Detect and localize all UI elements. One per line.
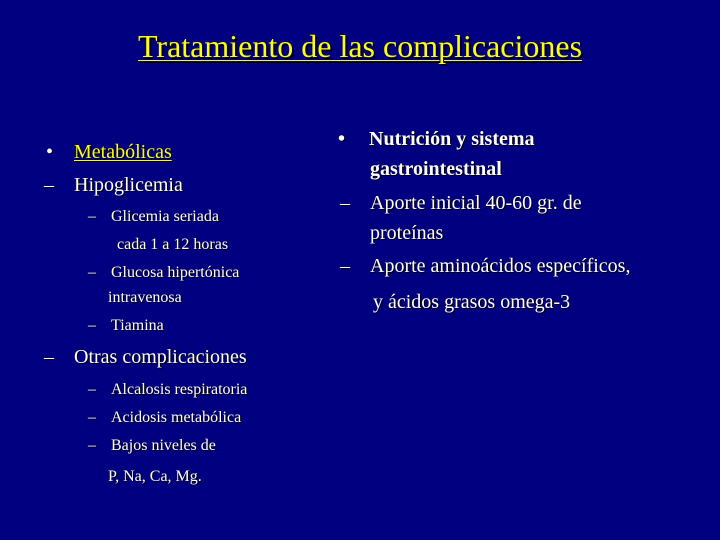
dash-icon: – xyxy=(44,174,54,196)
glucosa-hipertonica-line1: Glucosa hipertónica xyxy=(111,264,240,281)
dash-icon: – xyxy=(340,255,350,277)
hipoglicemia-label: Hipoglicemia xyxy=(74,174,183,196)
dash-icon: – xyxy=(88,437,96,454)
alcalosis-label: Alcalosis respiratoria xyxy=(111,381,248,398)
dash-icon: – xyxy=(88,409,96,426)
slide-title: Tratamiento de las complicaciones xyxy=(137,28,583,64)
glicemia-seriada-line1: Glicemia seriada xyxy=(111,208,219,225)
dash-icon: – xyxy=(88,381,96,398)
dash-icon: – xyxy=(88,317,96,334)
otras-complicaciones-label: Otras complicaciones xyxy=(74,346,247,368)
glucosa-hipertonica-line2: intravenosa xyxy=(108,289,182,306)
bullet-icon: • xyxy=(46,141,54,163)
dash-icon: – xyxy=(340,192,350,214)
nutricion-heading-line1: Nutrición y sistema xyxy=(369,128,535,150)
aporte-aminoacidos-line2: y ácidos grasos omega-3 xyxy=(373,291,571,313)
nutricion-heading-line2: gastrointestinal xyxy=(370,158,502,180)
acidosis-label: Acidosis metabólica xyxy=(111,409,242,426)
dash-icon: – xyxy=(88,208,96,225)
bajos-niveles-line1: Bajos niveles de xyxy=(111,437,216,454)
dash-icon: – xyxy=(44,346,54,368)
glicemia-seriada-line2: cada 1 a 12 horas xyxy=(117,236,229,253)
aporte-aminoacidos-line1: Aporte aminoácidos específicos, xyxy=(370,255,631,277)
bullet-icon: • xyxy=(338,128,346,150)
metabolicas-heading: Metabólicas xyxy=(74,141,172,163)
aporte-inicial-line2: proteínas xyxy=(370,222,444,244)
bajos-niveles-line2: P, Na, Ca, Mg. xyxy=(108,468,202,485)
aporte-inicial-line1: Aporte inicial 40-60 gr. de xyxy=(370,192,582,214)
dash-icon: – xyxy=(88,264,96,281)
tiamina-label: Tiamina xyxy=(111,317,164,334)
